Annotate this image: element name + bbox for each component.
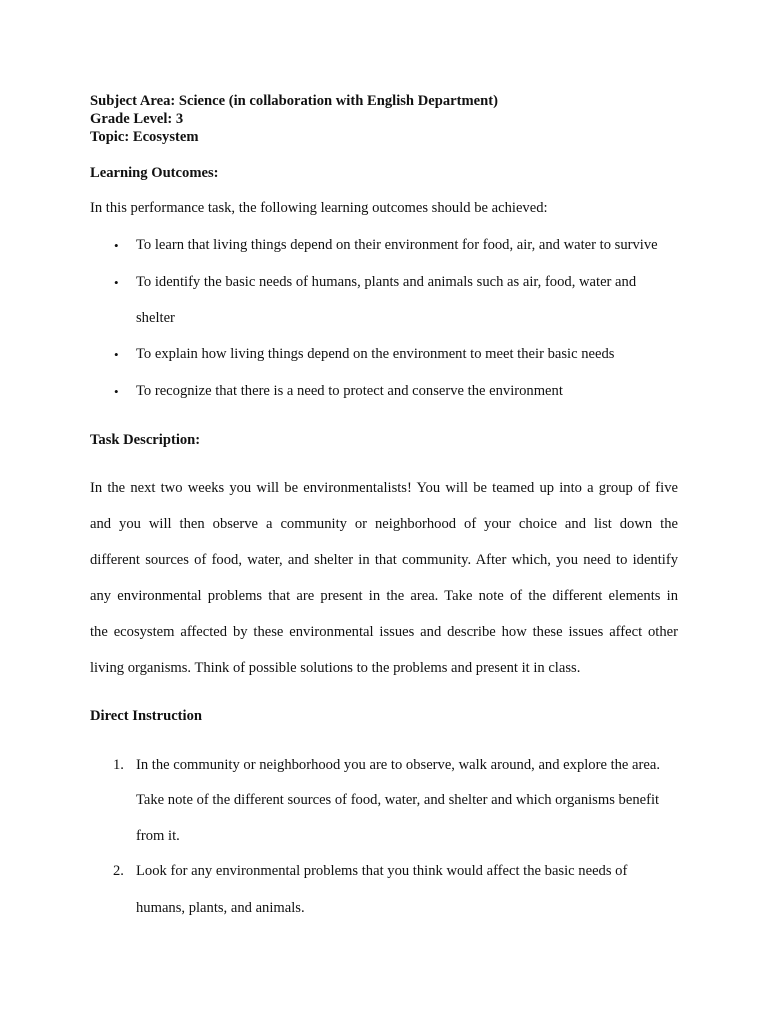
instruction-line: Take note of the different sources of food, water, and shelter and which organisms benefit [136, 792, 660, 808]
outcome-item: To recognize that there is a need to protect and conserve the environment [136, 383, 563, 399]
outcome-item-continuation: shelter [136, 310, 175, 326]
task-description-line: any environmental problems that are present in the area. Take note of the different elements in [90, 588, 678, 604]
learning-outcomes-heading: Learning Outcomes: [90, 165, 219, 181]
outcome-item: To identify the basic needs of humans, plants and animals such as air, food, water and [136, 274, 637, 290]
instruction-line: In the community or neighborhood you are to observe, walk around, and explore the area. [136, 757, 660, 773]
bullet-icon: • [114, 347, 119, 362]
bullet-icon: • [114, 384, 119, 399]
list-number: 1. [113, 757, 124, 773]
direct-instruction-heading: Direct Instruction [90, 708, 203, 724]
instruction-line: from it. [136, 828, 180, 844]
bullet-icon: • [114, 275, 119, 290]
task-description-line: living organisms. Think of possible solutions to the problems and present it in class. [90, 660, 581, 676]
task-description-line: and you will then observe a community or neighborhood of your choice and list down the [90, 516, 678, 532]
topic: Topic: Ecosystem [90, 129, 199, 145]
outcome-item: To learn that living things depend on their environment for food, air, and water to survive [136, 237, 658, 253]
subject-area: Subject Area: Science (in collaboration with English Department) [90, 93, 498, 109]
task-description-heading: Task Description: [90, 432, 201, 448]
task-description-line: the ecosystem affected by these environmental issues and describe how these issues affect other [90, 624, 678, 640]
instruction-line: Look for any environmental problems that you think would affect the basic needs of [136, 863, 628, 879]
learning-outcomes-intro: In this performance task, the following learning outcomes should be achieved: [90, 200, 548, 216]
list-number: 2. [113, 863, 124, 879]
instruction-line: humans, plants, and animals. [136, 900, 305, 916]
bullet-icon: • [114, 238, 119, 253]
task-description-line: different sources of food, water, and shelter in that community. After which, you need to identify [90, 552, 678, 568]
outcome-item: To explain how living things depend on the environment to meet their basic needs [136, 346, 615, 362]
grade-level: Grade Level: 3 [90, 111, 184, 127]
task-description-line: In the next two weeks you will be environmentalists! You will be teamed up into a group of five [90, 480, 678, 496]
